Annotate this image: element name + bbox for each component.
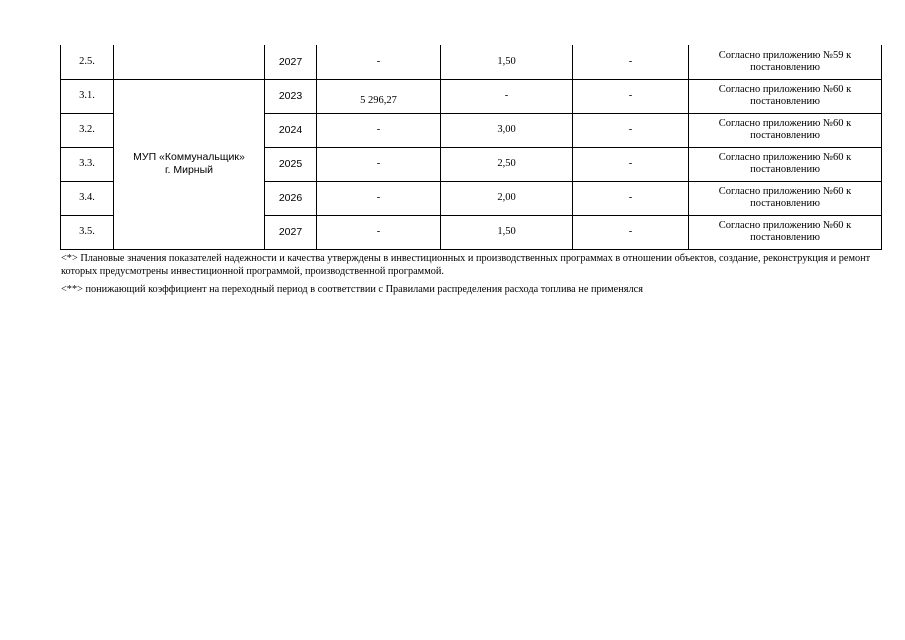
year-cell: 2025	[265, 147, 317, 181]
row-number: 3.2.	[61, 113, 114, 147]
row-number: 3.4.	[61, 181, 114, 215]
coefficient-cell: -	[573, 147, 689, 181]
row-number: 3.5.	[61, 215, 114, 249]
footnote-2: <**> понижающий коэффициент на переходный период в соответствии с Правилами распределения расхода топлива не применялся	[61, 284, 643, 295]
footnote-1: <*> Плановые значения показателей надежности и качества утверждены в инвестиционных и производственных программах в отношении объектов, создание, реконструкция и ремонт которых предусмотрены инвестиционной программой, производственной программой.	[61, 253, 871, 277]
organization-city: г. Мирный	[164, 164, 214, 176]
indicator-cell: 3,00	[441, 113, 573, 147]
value-cell: -	[317, 181, 441, 215]
coefficient-cell: -	[573, 113, 689, 147]
footnotes	[61, 253, 883, 303]
row-number: 3.1.	[61, 79, 114, 113]
indicator-cell: 2,00	[441, 181, 573, 215]
indicator-cell: 2,50	[441, 147, 573, 181]
year-cell: 2027	[265, 215, 317, 249]
value-cell: -	[317, 113, 441, 147]
basis-cell: Согласно приложению №60 к постановлению	[689, 181, 882, 215]
organization-name: МУП «Коммунальщик»	[133, 151, 245, 163]
table-row	[61, 45, 882, 79]
value-cell: -	[317, 147, 441, 181]
row-number: 3.3.	[61, 147, 114, 181]
basis-cell: Согласно приложению №60 к постановлению	[689, 215, 882, 249]
year-cell: 2026	[265, 181, 317, 215]
organization-cell-empty	[114, 45, 265, 79]
year-cell: 2027	[265, 45, 317, 79]
coefficient-cell: -	[573, 181, 689, 215]
basis-cell: Согласно приложению №60 к постановлению	[689, 113, 882, 147]
indicator-cell: 1,50	[441, 45, 573, 79]
coefficient-cell: -	[573, 215, 689, 249]
table-row	[61, 79, 882, 113]
reliability-indicators-table	[60, 45, 882, 250]
basis-cell: Согласно приложению №60 к постановлению	[689, 79, 882, 113]
basis-cell: Согласно приложению №60 к постановлению	[689, 147, 882, 181]
value-cell: -	[317, 215, 441, 249]
value-cell: -	[317, 45, 441, 79]
value-cell: 5 296,27	[317, 79, 441, 113]
year-cell: 2023	[265, 79, 317, 113]
row-number: 2.5.	[61, 45, 114, 79]
indicator-cell: 1,50	[441, 215, 573, 249]
indicator-cell: -	[441, 79, 573, 113]
basis-cell: Согласно приложению №59 к постановлению	[689, 45, 882, 79]
organization-cell	[114, 79, 265, 249]
year-cell: 2024	[265, 113, 317, 147]
coefficient-cell: -	[573, 45, 689, 79]
coefficient-cell: -	[573, 79, 689, 113]
